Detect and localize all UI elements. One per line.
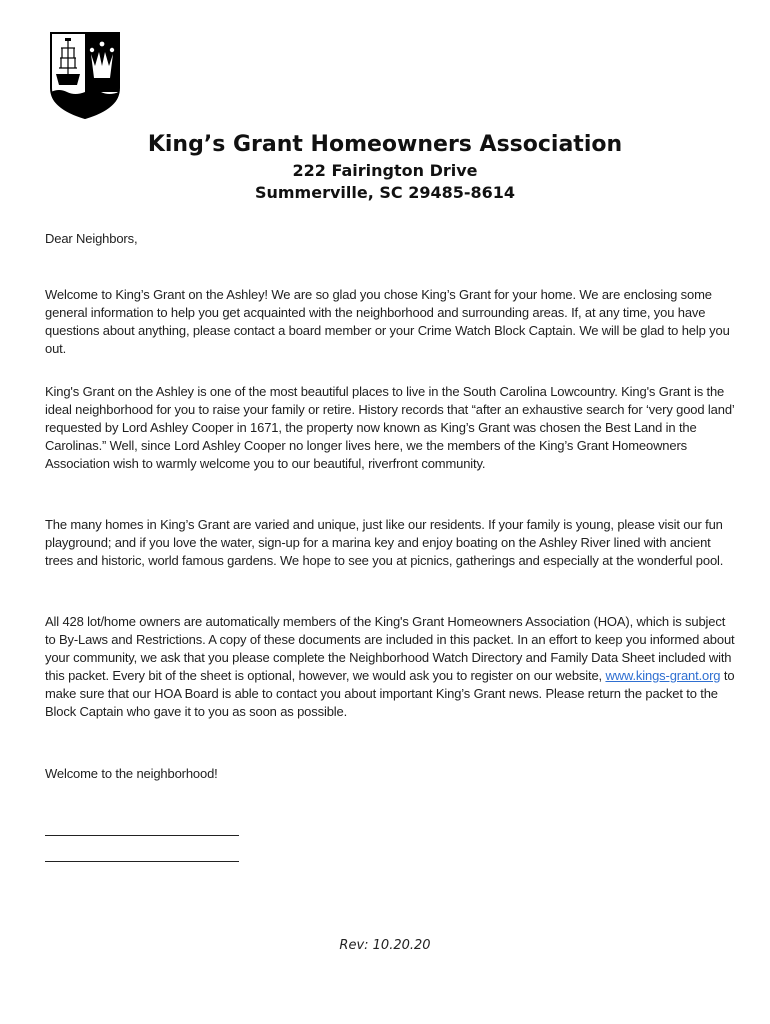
paragraph-membership: [45, 613, 735, 720]
paragraph-text-after-link: to make sure that our HOA Board is able to contact you about important King’s Grant news. Please return the packet to the Block Captain who gave it to you as soon as possible.: [45, 667, 735, 719]
paragraph-amenities: [45, 516, 735, 570]
paragraph-text: [45, 613, 735, 720]
address-city: Summerville, SC 29485-8614: [254, 183, 516, 202]
letterhead: [0, 130, 770, 204]
closing-text: Welcome to the neighborhood!: [45, 766, 218, 781]
revision-footer: Rev: 10.20.20: [339, 938, 431, 953]
paragraph-text-before-link: All 428 lot/home owners are automatically members of the King's Grant Homeowners Association (HOA), which is subject to By-Laws and Restrictions. A copy of these documents are included in this packet. In an effort to keep you informed about your community, we ask that you please complete the Neighborhood Watch Directory and Family Data Sheet included with this packet. Every bit of the sheet is optional, however, we would ask you to register on our website,: [45, 614, 735, 683]
paragraph-text: King's Grant on the Ashley is one of the most beautiful places to live in the South Carolina Lowcountry. King's Grant is the ideal neighborhood for you to raise your family or retire. History records that “after an exhaustive search for ‘very good land’ requested by Lord Ashley Cooper in 1671, the property now known as King’s Grant was chosen the Best Land in the Carolinas.” Well, since Lord Ashley Cooper no longer lives here, we the members of the King’s Grant Homeowners Association wish to warmly welcome you to our beautiful, riverfront community.: [45, 384, 735, 471]
signature-line: [45, 861, 239, 862]
address-street: 222 Fairington Drive: [292, 161, 478, 180]
crest-logo: [47, 30, 123, 120]
paragraph-welcome: [45, 286, 735, 358]
website-link[interactable]: www.kings-grant.org: [605, 667, 721, 683]
salutation-text: Dear Neighbors,: [45, 231, 138, 246]
crest-shield-icon: [47, 30, 123, 120]
closing: [45, 765, 735, 783]
paragraph-text: The many homes in King’s Grant are varied and unique, just like our residents. If your family is young, please visit our fun playground; and if you love the water, sign-up for a marina key and enjoy boating on the Ashley River lined with ancient trees and historic, world famous gardens. We hope to see you at picnics, gatherings and especially at the wonderful pool.: [45, 517, 724, 568]
organization-title: King’s Grant Homeowners Association: [147, 132, 623, 157]
salutation: [45, 230, 735, 248]
signature-line: [45, 835, 239, 836]
paragraph-history: [45, 383, 735, 473]
paragraph-text: Welcome to King’s Grant on the Ashley! We are so glad you chose King’s Grant for your home. We are enclosing some general information to help you get acquainted with the neighborhood and surrounding areas. If, at any time, you have questions about anything, please contact a board member or your Crime Watch Block Captain. We will be glad to help you out.: [45, 287, 730, 356]
